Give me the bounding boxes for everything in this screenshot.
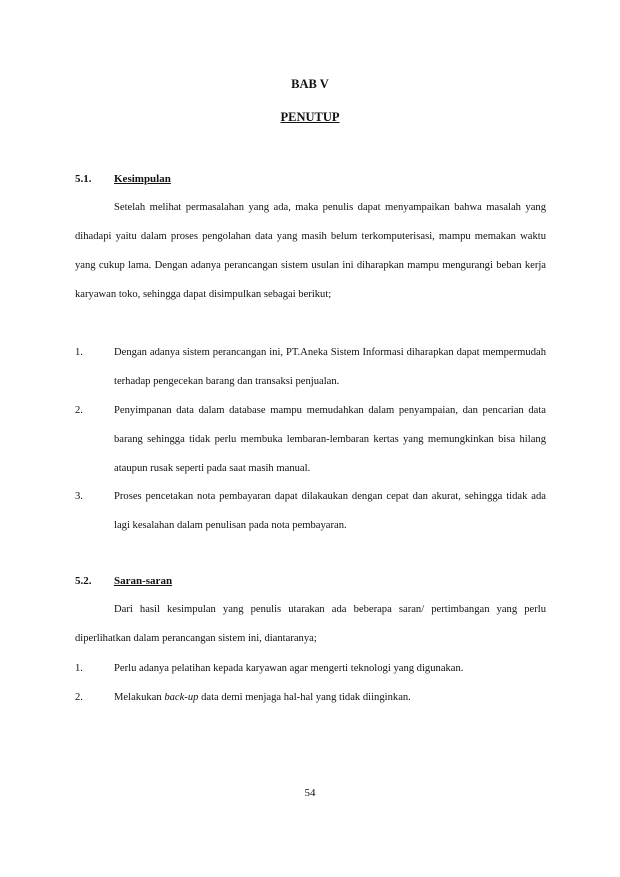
list-text: Dengan adanya sistem perancangan ini, PT.Aneka Sistem Informasi diharapkan dapat mempermudah terhadap pengecekan barang dan transaksi penjualan. xyxy=(114,347,546,387)
section-number: 5.2. xyxy=(75,575,92,587)
list-text-italic: back-up xyxy=(164,692,199,703)
list-number: 2. xyxy=(75,405,83,416)
list-text: Perlu adanya pelatihan kepada karyawan agar mengerti teknologi yang digunakan. xyxy=(114,663,464,674)
list-text xyxy=(114,683,546,712)
list-number: 2. xyxy=(75,692,83,703)
list-number: 1. xyxy=(75,347,83,358)
list-text: Proses pencetakan nota pembayaran dapat dilakaukan dengan cepat dan akurat, sehingga tidak ada lagi kesalahan dalam penulisan pada nota pembayaran. xyxy=(114,491,546,531)
paragraph-text: Setelah melihat permasalahan yang ada, maka penulis dapat menyampaikan bahwa masalah yang dihadapi yaitu dalam proses pengolahan data yang masih belum terkomputerisasi, mampu memakan waktu yang cukup lama. Dengan adanya perancangan sistem usulan ini diharapkan mampu mengurangi beban kerja karyawan toko, sehingga dapat disimpulkan sebagai berikut; xyxy=(75,202,546,300)
paragraph-text: Dari hasil kesimpulan yang penulis utarakan ada beberapa saran/ pertimbangan yang perlu diperlihatkan dalam perancangan sistem ini, diantaranya; xyxy=(75,604,546,644)
section-heading: Kesimpulan xyxy=(114,173,171,185)
body-paragraph xyxy=(75,595,546,653)
list-text: Penyimpanan data dalam database mampu memudahkan dalam penyampaian, dan pencarian data barang sehingga tidak perlu membuka lembaran-lembaran kertas yang memungkinkan bisa hilang ataupun rusak seperti pada saat masih manual. xyxy=(114,405,546,474)
list-number: 3. xyxy=(75,491,83,502)
list-number: 1. xyxy=(75,663,83,674)
section-heading: Saran-saran xyxy=(114,575,173,587)
page-number: 54 xyxy=(304,787,316,799)
section-number: 5.1. xyxy=(75,173,92,185)
chapter-title: PENUTUP xyxy=(280,110,340,124)
chapter-number: BAB V xyxy=(291,77,329,91)
list-text-part: Melakukan xyxy=(114,692,165,703)
list-text-part: data demi menjaga hal-hal yang tidak diinginkan. xyxy=(198,692,411,703)
body-paragraph xyxy=(75,193,546,309)
